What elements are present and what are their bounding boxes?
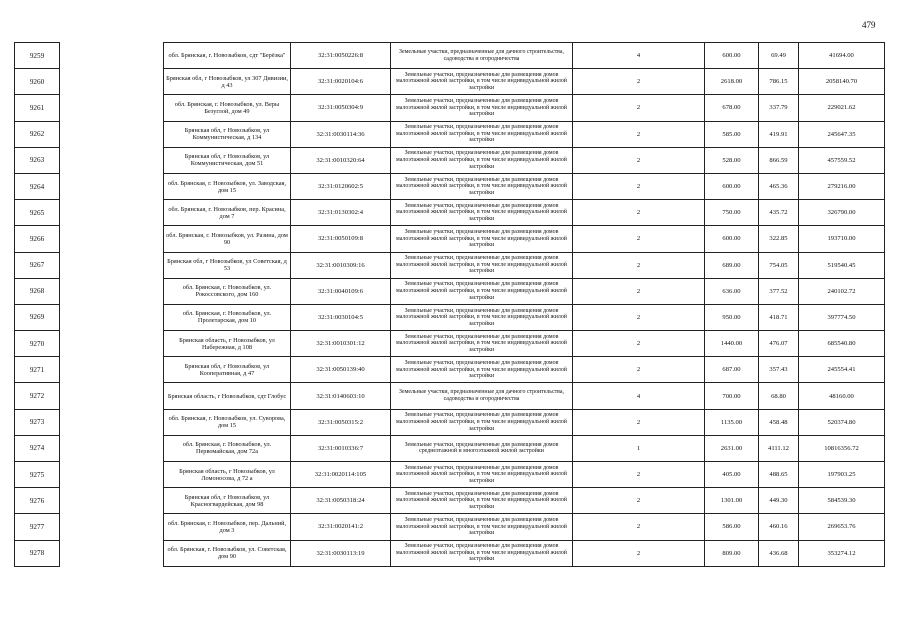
area-cell: 2618.00 <box>705 69 759 95</box>
table-row <box>164 488 885 514</box>
cadastral-number-cell: 32:31:0050304:9 <box>291 95 391 121</box>
group-code-cell: 2 <box>573 69 705 95</box>
land-use-purpose-cell: Земельные участки, предназначенные для размещения домов среднеэтажной и многоэтажной жилой застройки <box>391 435 573 461</box>
row-number-row <box>15 226 60 252</box>
table-row <box>164 514 885 540</box>
cadastral-value-cell: 193710.00 <box>799 226 885 252</box>
area-cell: 750.00 <box>705 200 759 226</box>
address-cell: Брянская обл, г Новозыбков, ул Советская, д 53 <box>164 252 291 278</box>
table-row <box>164 121 885 147</box>
row-number-row <box>15 95 60 121</box>
row-number-row <box>15 252 60 278</box>
specific-value-cell: 357.43 <box>759 357 799 383</box>
group-code-cell: 2 <box>573 357 705 383</box>
cadastral-value-cell: 197903.25 <box>799 462 885 488</box>
address-cell: Брянская обл, г Новозыбков, ул Коммунистическая, д 134 <box>164 121 291 147</box>
row-number-row <box>15 435 60 461</box>
page-number: 479 <box>862 20 876 30</box>
row-id-cell: 9269 <box>15 304 60 330</box>
cadastral-number-cell: 32:31:0050315:2 <box>291 409 391 435</box>
address-cell: обл. Брянская, г. Новозыбков, ул. Разина, дом 90 <box>164 226 291 252</box>
specific-value-cell: 476.07 <box>759 331 799 357</box>
address-cell: Брянская область, г Новозыбков, сдт Глобус <box>164 383 291 409</box>
specific-value-cell: 377.52 <box>759 278 799 304</box>
row-id-cell: 9259 <box>15 43 60 69</box>
row-id-cell: 9275 <box>15 462 60 488</box>
row-number-row <box>15 304 60 330</box>
group-code-cell: 2 <box>573 252 705 278</box>
land-use-purpose-cell: Земельные участки, предназначенные для размещения домов малоэтажной жилой застройки, в том числе индивидуальной жилой застройки <box>391 331 573 357</box>
specific-value-cell: 488.65 <box>759 462 799 488</box>
cadastral-number-cell: 32:31:0030113:19 <box>291 540 391 566</box>
specific-value-cell: 435.72 <box>759 200 799 226</box>
table-row <box>164 173 885 199</box>
address-cell: Брянская обл, г Новозыбков, ул Коммунистическая, дом 51 <box>164 147 291 173</box>
cadastral-number-cell: 32:31:0020141:2 <box>291 514 391 540</box>
table-row <box>164 200 885 226</box>
address-cell: обл. Брянская, г. Новозыбков, ул. Советская, дом 90 <box>164 540 291 566</box>
table-row <box>164 43 885 69</box>
group-code-cell: 4 <box>573 43 705 69</box>
land-use-purpose-cell: Земельные участки, предназначенные для размещения домов малоэтажной жилой застройки, в том числе индивидуальной жилой застройки <box>391 462 573 488</box>
land-use-purpose-cell: Земельные участки, предназначенные для размещения домов малоэтажной жилой застройки, в том числе индивидуальной жилой застройки <box>391 226 573 252</box>
specific-value-cell: 419.91 <box>759 121 799 147</box>
address-cell: обл. Брянская, г. Новозыбков, пер. Красина, дом 7 <box>164 200 291 226</box>
specific-value-cell: 449.30 <box>759 488 799 514</box>
table-row <box>164 540 885 566</box>
area-cell: 950.00 <box>705 304 759 330</box>
cadastral-value-cell: 520374.80 <box>799 409 885 435</box>
cadastral-value-cell: 353274.12 <box>799 540 885 566</box>
address-cell: обл. Брянская, г. Новозыбков, ул. Суворова, дом 15 <box>164 409 291 435</box>
table-row <box>164 69 885 95</box>
address-cell: Брянская область, г Новозыбков, ул Ломоносова, д 72 а <box>164 462 291 488</box>
cadastral-number-cell: 32:31:0020104:6 <box>291 69 391 95</box>
table-row <box>164 435 885 461</box>
cadastral-number-cell: 32:31:0140603:10 <box>291 383 391 409</box>
cadastral-number-cell: 32:31:0020114:105 <box>291 462 391 488</box>
area-cell: 700.00 <box>705 383 759 409</box>
row-number-row <box>15 278 60 304</box>
row-id-cell: 9263 <box>15 147 60 173</box>
address-cell: Брянская обл, г Новозыбков, ул Красногвардейская, дом 98 <box>164 488 291 514</box>
area-cell: 1301.00 <box>705 488 759 514</box>
cadastral-number-cell: 32:31:0040109:6 <box>291 278 391 304</box>
address-cell: обл. Брянская, г. Новозыбков, ул. Пролетарская, дом 10 <box>164 304 291 330</box>
row-id-cell: 9273 <box>15 409 60 435</box>
area-cell: 809.00 <box>705 540 759 566</box>
row-number-row <box>15 173 60 199</box>
row-id-cell: 9265 <box>15 200 60 226</box>
specific-value-cell: 460.16 <box>759 514 799 540</box>
cadastral-value-cell: 240102.72 <box>799 278 885 304</box>
row-number-row <box>15 409 60 435</box>
group-code-cell: 2 <box>573 540 705 566</box>
land-use-purpose-cell: Земельные участки, предназначенные для размещения домов малоэтажной жилой застройки, в том числе индивидуальной жилой застройки <box>391 69 573 95</box>
row-number-row <box>15 200 60 226</box>
group-code-cell: 2 <box>573 226 705 252</box>
land-use-purpose-cell: Земельные участки, предназначенные для размещения домов малоэтажной жилой застройки, в том числе индивидуальной жилой застройки <box>391 540 573 566</box>
cadastral-number-cell: 32:31:0010301:12 <box>291 331 391 357</box>
cadastral-number-cell: 32:31:0010309:16 <box>291 252 391 278</box>
area-cell: 586.00 <box>705 514 759 540</box>
cadastral-value-cell: 584539.30 <box>799 488 885 514</box>
row-number-row <box>15 514 60 540</box>
land-use-purpose-cell: Земельные участки, предназначенные для дачного строительства, садоводства и огородничества <box>391 383 573 409</box>
specific-value-cell: 465.36 <box>759 173 799 199</box>
group-code-cell: 2 <box>573 409 705 435</box>
address-cell: Брянская область, г Новозыбков, ул Набережная, д 108 <box>164 331 291 357</box>
area-cell: 600.00 <box>705 43 759 69</box>
cadastral-number-cell: 32:31:0120602:5 <box>291 173 391 199</box>
area-cell: 1440.00 <box>705 331 759 357</box>
specific-value-cell: 69.49 <box>759 43 799 69</box>
cadastral-number-cell: 32:31:0050139:40 <box>291 357 391 383</box>
cadastral-value-cell: 519540.45 <box>799 252 885 278</box>
land-use-purpose-cell: Земельные участки, предназначенные для размещения домов малоэтажной жилой застройки, в том числе индивидуальной жилой застройки <box>391 304 573 330</box>
row-number-row <box>15 331 60 357</box>
cadastral-value-cell: 229021.62 <box>799 95 885 121</box>
address-cell: Брянская обл, г Новозыбков, ул 307 Дивизии, д 43 <box>164 69 291 95</box>
group-code-cell: 2 <box>573 278 705 304</box>
specific-value-cell: 4111.12 <box>759 435 799 461</box>
address-cell: обл. Брянская, г. Новозыбков, ул. Рокоссовского, дом 160 <box>164 278 291 304</box>
land-use-purpose-cell: Земельные участки, предназначенные для размещения домов малоэтажной жилой застройки, в том числе индивидуальной жилой застройки <box>391 95 573 121</box>
group-code-cell: 1 <box>573 435 705 461</box>
cadastral-number-cell: 32:31:0010336:7 <box>291 435 391 461</box>
group-code-cell: 2 <box>573 331 705 357</box>
cadastral-number-cell: 32:31:0010320:64 <box>291 147 391 173</box>
land-use-purpose-cell: Земельные участки, предназначенные для размещения домов малоэтажной жилой застройки, в том числе индивидуальной жилой застройки <box>391 357 573 383</box>
area-cell: 2631.00 <box>705 435 759 461</box>
address-cell: обл. Брянская, г. Новозыбков, сдт "Берёзка" <box>164 43 291 69</box>
group-code-cell: 2 <box>573 488 705 514</box>
row-id-cell: 9272 <box>15 383 60 409</box>
cadastral-value-cell: 279216.00 <box>799 173 885 199</box>
cadastral-value-cell: 10816356.72 <box>799 435 885 461</box>
cadastral-value-cell: 245647.35 <box>799 121 885 147</box>
land-use-purpose-cell: Земельные участки, предназначенные для размещения домов малоэтажной жилой застройки, в том числе индивидуальной жилой застройки <box>391 121 573 147</box>
land-use-purpose-cell: Земельные участки, предназначенные для размещения домов малоэтажной жилой застройки, в том числе индивидуальной жилой застройки <box>391 173 573 199</box>
row-number-row <box>15 121 60 147</box>
cadastral-value-cell: 41694.00 <box>799 43 885 69</box>
table-row <box>164 383 885 409</box>
row-id-cell: 9262 <box>15 121 60 147</box>
area-cell: 687.00 <box>705 357 759 383</box>
row-number-row <box>15 383 60 409</box>
area-cell: 405.00 <box>705 462 759 488</box>
row-id-cell: 9277 <box>15 514 60 540</box>
specific-value-cell: 458.48 <box>759 409 799 435</box>
group-code-cell: 2 <box>573 121 705 147</box>
group-code-cell: 2 <box>573 147 705 173</box>
land-use-purpose-cell: Земельные участки, предназначенные для размещения домов малоэтажной жилой застройки, в том числе индивидуальной жилой застройки <box>391 488 573 514</box>
cadastral-value-cell: 397774.50 <box>799 304 885 330</box>
cadastral-value-cell: 457559.52 <box>799 147 885 173</box>
cadastral-value-cell: 326790.00 <box>799 200 885 226</box>
cadastral-value-cell: 48160.00 <box>799 383 885 409</box>
row-id-cell: 9261 <box>15 95 60 121</box>
table-row <box>164 252 885 278</box>
cadastral-number-cell: 32:31:0050226:8 <box>291 43 391 69</box>
group-code-cell: 2 <box>573 173 705 199</box>
row-id-cell: 9268 <box>15 278 60 304</box>
land-use-purpose-cell: Земельные участки, предназначенные для размещения домов малоэтажной жилой застройки, в том числе индивидуальной жилой застройки <box>391 409 573 435</box>
group-code-cell: 2 <box>573 200 705 226</box>
address-cell: обл. Брянская, г. Новозыбков, ул. Веры Безуглой, дом 49 <box>164 95 291 121</box>
area-cell: 1135.00 <box>705 409 759 435</box>
specific-value-cell: 322.85 <box>759 226 799 252</box>
table-row <box>164 95 885 121</box>
specific-value-cell: 786.15 <box>759 69 799 95</box>
row-number-row <box>15 540 60 566</box>
cadastral-number-cell: 32:31:0050109:8 <box>291 226 391 252</box>
row-number-row <box>15 43 60 69</box>
cadastral-value-cell: 2058140.70 <box>799 69 885 95</box>
land-use-purpose-cell: Земельные участки, предназначенные для размещения домов малоэтажной жилой застройки, в том числе индивидуальной жилой застройки <box>391 147 573 173</box>
area-cell: 689.00 <box>705 252 759 278</box>
cadastral-number-cell: 32:31:0030114:36 <box>291 121 391 147</box>
row-number-row <box>15 357 60 383</box>
land-use-purpose-cell: Земельные участки, предназначенные для размещения домов малоэтажной жилой застройки, в том числе индивидуальной жилой застройки <box>391 200 573 226</box>
specific-value-cell: 418.71 <box>759 304 799 330</box>
table-row <box>164 147 885 173</box>
area-cell: 636.00 <box>705 278 759 304</box>
row-id-cell: 9267 <box>15 252 60 278</box>
table-row <box>164 409 885 435</box>
land-use-purpose-cell: Земельные участки, предназначенные для размещения домов малоэтажной жилой застройки, в том числе индивидуальной жилой застройки <box>391 514 573 540</box>
land-use-purpose-cell: Земельные участки, предназначенные для размещения домов малоэтажной жилой застройки, в том числе индивидуальной жилой застройки <box>391 252 573 278</box>
group-code-cell: 2 <box>573 514 705 540</box>
area-cell: 678.00 <box>705 95 759 121</box>
row-number-row <box>15 69 60 95</box>
area-cell: 528.00 <box>705 147 759 173</box>
cadastral-value-cell: 245554.41 <box>799 357 885 383</box>
row-id-cell: 9260 <box>15 69 60 95</box>
table-row <box>164 304 885 330</box>
cadastral-number-cell: 32:31:0030104:5 <box>291 304 391 330</box>
address-cell: Брянская обл, г Новозыбков, ул Кооперативная, д 47 <box>164 357 291 383</box>
area-cell: 600.00 <box>705 173 759 199</box>
area-cell: 600.00 <box>705 226 759 252</box>
row-id-cell: 9270 <box>15 331 60 357</box>
table-row <box>164 357 885 383</box>
group-code-cell: 2 <box>573 304 705 330</box>
specific-value-cell: 436.68 <box>759 540 799 566</box>
row-id-cell: 9266 <box>15 226 60 252</box>
specific-value-cell: 68.80 <box>759 383 799 409</box>
address-cell: обл. Брянская, г. Новозыбков, ул. Первомайская, дом 72а <box>164 435 291 461</box>
specific-value-cell: 866.59 <box>759 147 799 173</box>
table-row <box>164 278 885 304</box>
row-number-row <box>15 488 60 514</box>
cadastral-number-cell: 32:31:0050318:24 <box>291 488 391 514</box>
group-code-cell: 2 <box>573 95 705 121</box>
row-number-row <box>15 147 60 173</box>
registry-table <box>163 42 885 567</box>
group-code-cell: 2 <box>573 462 705 488</box>
land-use-purpose-cell: Земельные участки, предназначенные для дачного строительства, садоводства и огородничества <box>391 43 573 69</box>
specific-value-cell: 754.05 <box>759 252 799 278</box>
address-cell: обл. Брянская, г. Новозыбков, пер. Дальний, дом 3 <box>164 514 291 540</box>
address-cell: обл. Брянская, г. Новозыбков, ул. Заводская, дом 15 <box>164 173 291 199</box>
row-id-cell: 9274 <box>15 435 60 461</box>
specific-value-cell: 337.79 <box>759 95 799 121</box>
land-use-purpose-cell: Земельные участки, предназначенные для размещения домов малоэтажной жилой застройки, в том числе индивидуальной жилой застройки <box>391 278 573 304</box>
row-id-cell: 9276 <box>15 488 60 514</box>
table-row <box>164 462 885 488</box>
cadastral-number-cell: 32:31:0130302:4 <box>291 200 391 226</box>
group-code-cell: 4 <box>573 383 705 409</box>
row-id-cell: 9271 <box>15 357 60 383</box>
table-row <box>164 226 885 252</box>
cadastral-value-cell: 269653.76 <box>799 514 885 540</box>
row-number-column <box>14 42 60 567</box>
row-id-cell: 9264 <box>15 173 60 199</box>
table-row <box>164 331 885 357</box>
cadastral-value-cell: 685540.80 <box>799 331 885 357</box>
row-number-row <box>15 462 60 488</box>
row-id-cell: 9278 <box>15 540 60 566</box>
area-cell: 585.00 <box>705 121 759 147</box>
